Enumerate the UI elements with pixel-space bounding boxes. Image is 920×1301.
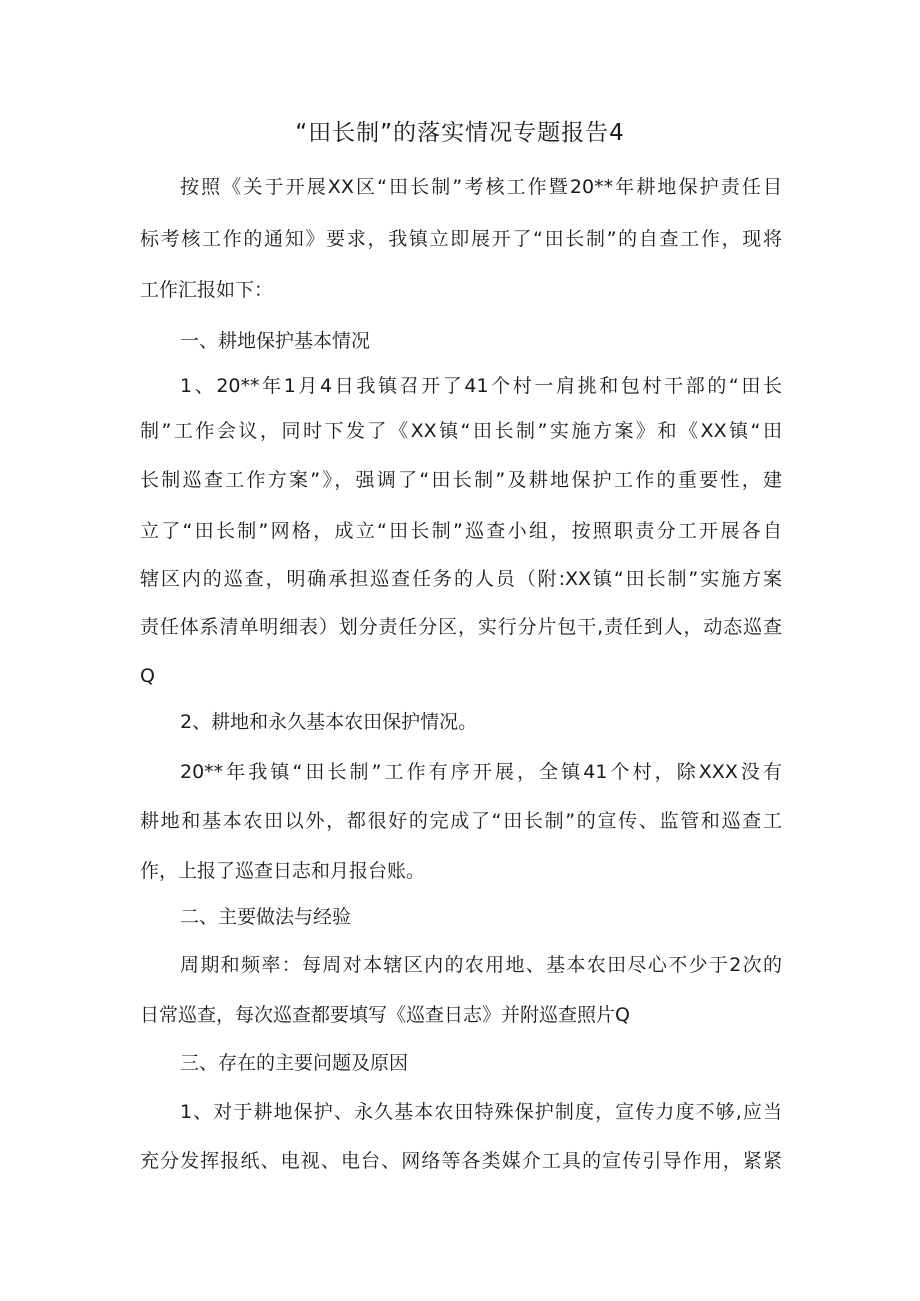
section-heading: 三、存在的主要问题及原因: [180, 1052, 409, 1074]
paragraph-line: 耕地和基本农田以外，都很好的完成了“田长制”的宣传、监管和巡查工: [140, 810, 782, 832]
paragraph-line: 立了“田长制”网格，成立“田长制”巡查小组，按照职责分工开展各自: [140, 520, 782, 542]
paragraph-line: 制”工作会议，同时下发了《XX镇“田长制”实施方案》和《XX镇“田: [140, 420, 782, 442]
paragraph-line: 充分发挥报纸、电视、电台、网络等各类媒介工具的宣传引导作用，紧紧: [140, 1150, 782, 1172]
paragraph-line: 辖区内的巡查，明确承担巡查任务的人员（附:XX镇“田长制”实施方案: [140, 568, 782, 590]
subsection-heading: 2、耕地和永久基本农田保护情况。: [180, 711, 478, 733]
paragraph-line: 20**年我镇“田长制”工作有序开展，全镇41个村，除XXX没有: [180, 761, 782, 783]
paragraph-line: 责任体系清单明细表）划分责任分区，实行分片包干,责任到人，动态巡查: [140, 616, 782, 638]
paragraph-line: 周期和频率：每周对本辖区内的农用地、基本农田尽心不少于2次的: [180, 954, 782, 976]
paragraph-line: 1、对于耕地保护、永久基本农田特殊保护制度，宣传力度不够,应当: [180, 1101, 782, 1123]
paragraph-line: 长制巡查工作方案”》，强调了“田长制”及耕地保护工作的重要性，建: [140, 469, 782, 491]
section-heading: 一、耕地保护基本情况: [180, 330, 371, 352]
paragraph-line: 工作汇报如下：: [140, 279, 274, 301]
paragraph-line: 日常巡查，每次巡查都要填写《巡查日志》并附巡查照片Q: [140, 1004, 630, 1026]
paragraph-line: 作，上报了巡查日志和月报台账。: [140, 860, 426, 882]
paragraph-line: 标考核工作的通知》要求，我镇立即展开了“田长制”的自查工作，现将: [140, 228, 782, 250]
section-heading: 二、主要做法与经验: [180, 906, 352, 928]
paragraph-line: 按照《关于开展XX区“田长制”考核工作暨20**年耕地保护责任目: [180, 176, 782, 198]
paragraph-line: Q: [140, 665, 155, 687]
document-title: “田长制”的落实情况专题报告4: [295, 120, 625, 146]
paragraph-line: 1、20**年1月4日我镇召开了41个村一肩挑和包村干部的“田长: [180, 375, 782, 397]
